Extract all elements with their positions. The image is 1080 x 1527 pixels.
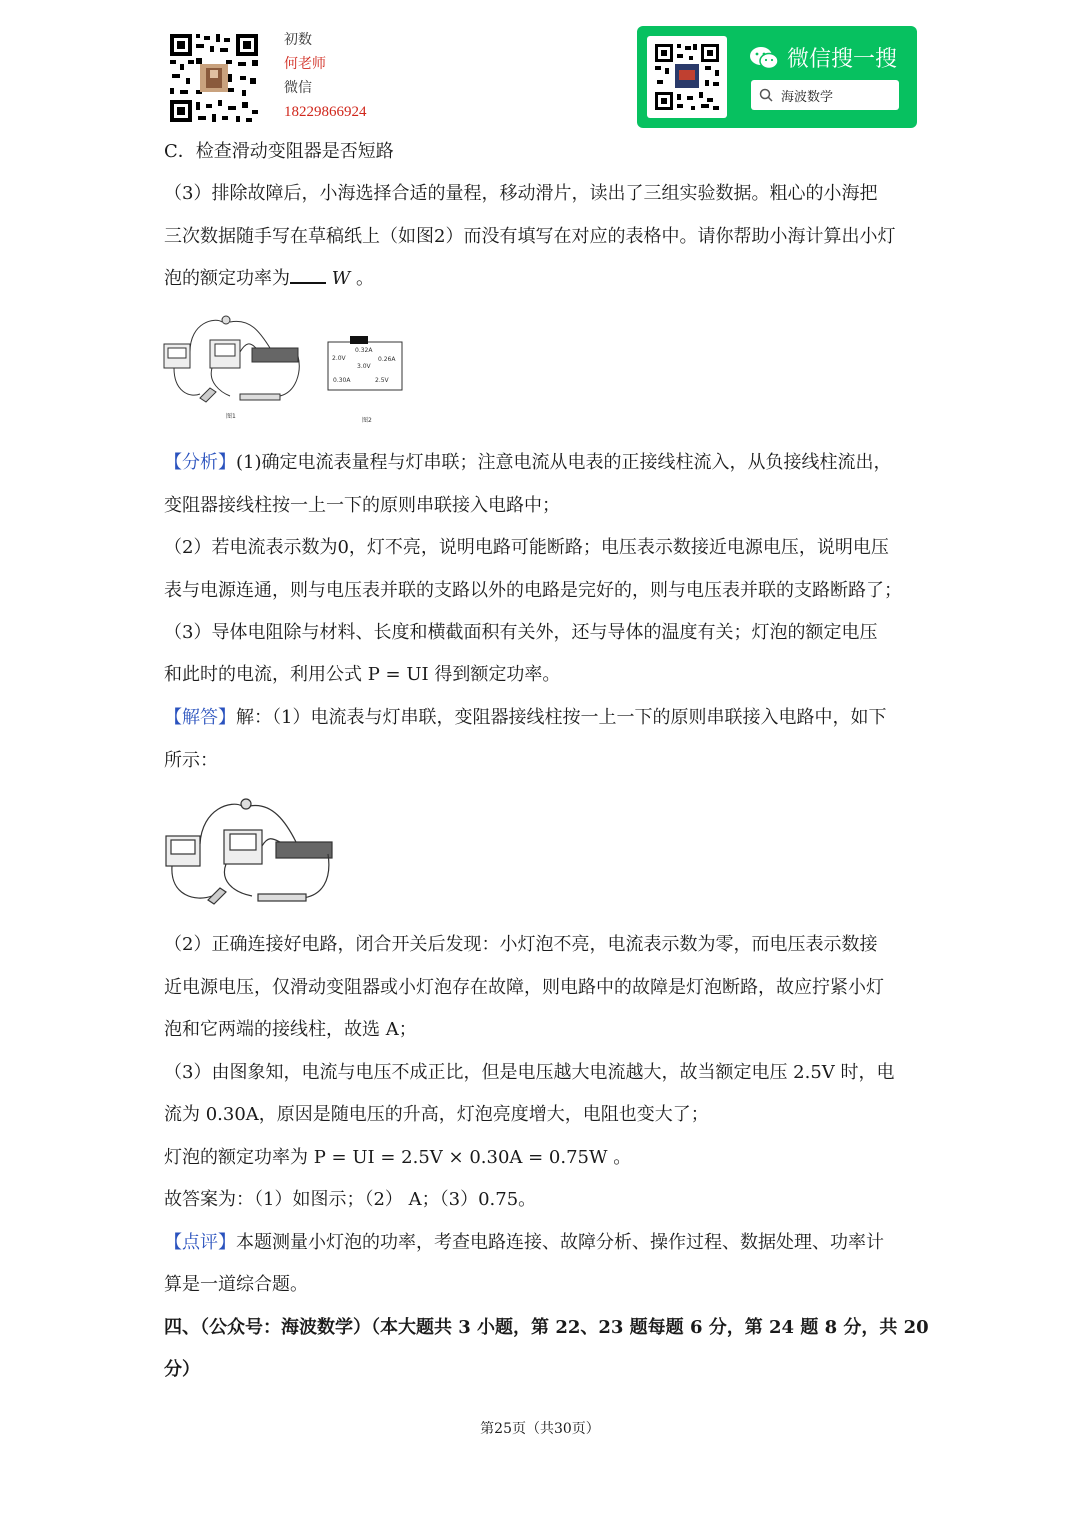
q3-unit: W (331, 268, 351, 289)
analysis-tag: 【分析】 (164, 452, 236, 473)
section-heading-line-2: 分） (164, 1359, 200, 1380)
q3-line-3 (164, 266, 374, 292)
analysis-line-5: （3）导体电阻除与材料、长度和横截面积有关外，还与导体的温度有关；灯泡的额定电压 (164, 622, 878, 643)
circuit-figure-solution (162, 796, 338, 910)
answer-line-8: 灯泡的额定功率为 P = UI = 2.5V × 0.30A = 0.75W 。 (164, 1147, 632, 1168)
search-icon (759, 88, 773, 102)
answer-blank (290, 270, 326, 284)
qr-code-left (166, 30, 262, 126)
q3-line-2: 三次数据随手写在草稿纸上（如图2）而没有填写在对应的表格中。请你帮助小海计算出小灯 (164, 226, 896, 247)
answer-line-6: （3）由图象知，电流与电压不成正比，但是电压越大电流越大，故当额定电压 2.5V 时，电 (164, 1062, 895, 1083)
figures-1-2 (160, 312, 410, 430)
fig2-caption: 图2 (362, 417, 372, 424)
fig1-caption: 图1 (226, 413, 236, 420)
answer-line-4: 近电源电压，仅滑动变阻器或小灯泡存在故障，则电路中的故障是灯泡断路，故应拧紧小灯 (164, 977, 884, 998)
wechat-qr-code (647, 36, 727, 118)
fig2-value-3: 0.26A (378, 356, 396, 363)
analysis-line-6: 和此时的电流，利用公式 P = UI 得到额定功率。 (164, 664, 561, 685)
answer-line-1 (164, 705, 886, 731)
fig2-value-1: 0.32A (355, 347, 373, 354)
q3-line-3-prefix: 泡的额定功率为 (164, 268, 290, 289)
qr-code-image (166, 30, 262, 126)
fig2-value-6: 2.5V (375, 377, 389, 384)
comment-line-2: 算是一道综合题。 (164, 1274, 308, 1295)
analysis-text-1: (1)确定电流表量程与灯串联；注意电流从电表的正接线柱流入，从负接线柱流出， (236, 452, 892, 473)
analysis-line-1 (164, 450, 892, 476)
wechat-search-box[interactable] (751, 80, 899, 110)
contact-line-wechat: 微信 (284, 80, 312, 96)
answer-line-3: （2）正确连接好电路，闭合开关后发现：小灯泡不亮，电流表示数为零，而电压表示数接 (164, 934, 878, 955)
wechat-search-banner (637, 26, 917, 128)
contact-phone: 18229866924 (284, 104, 367, 120)
analysis-line-2: 变阻器接线柱按一上一下的原则串联接入电路中； (164, 495, 560, 516)
contact-info (284, 28, 367, 124)
contact-line-1: 初数 (284, 32, 312, 48)
fig2-value-4: 3.0V (357, 363, 371, 370)
wechat-brand-label: 微信搜一搜 (787, 47, 898, 72)
q3-line-1: （3）排除故障后，小海选择合适的量程，移动滑片，读出了三组实验数据。粗心的小海把 (164, 183, 878, 204)
wechat-logo-icon (749, 45, 779, 71)
analysis-line-4: 表与电源连通，则与电压表并联的支路以外的电路是完好的，则与电压表并联的支路断路了； (164, 580, 902, 601)
data-figure-2 (328, 336, 402, 390)
section-heading-line-1: 四、（公众号：海波数学）（本大题共 3 小题，第 22、23 题每题 6 分，第 24 题 8 分，共 20 (164, 1317, 929, 1338)
circuit-figure-1 (164, 316, 299, 402)
analysis-line-3: （2）若电流表示数为0，灯不亮，说明电路可能断路；电压表示数接近电源电压，说明电压 (164, 537, 889, 558)
contact-teacher-name: 何老师 (284, 56, 326, 72)
option-c: C．检查滑动变阻器是否短路 (164, 141, 394, 162)
answer-line-2: 所示： (164, 750, 218, 771)
comment-tag: 【点评】 (164, 1232, 236, 1253)
page-number: 第25页（共30页） (480, 1421, 600, 1437)
wechat-brand (749, 42, 897, 73)
fig2-value-5: 0.30A (333, 377, 351, 384)
answer-line-9: 故答案为：（1）如图示；（2） A；（3）0.75。 (164, 1189, 537, 1210)
fig2-value-2: 2.0V (332, 355, 346, 362)
comment-text-1: 本题测量小灯泡的功率，考查电路连接、故障分析、操作过程、数据处理、功率计 (236, 1232, 884, 1253)
answer-text-1: 解：（1）电流表与灯串联，变阻器接线柱按一上一下的原则串联接入电路中，如下 (236, 707, 887, 728)
answer-line-5: 泡和它两端的接线柱，故选 A； (164, 1019, 417, 1040)
comment-line-1 (164, 1230, 884, 1256)
answer-tag: 【解答】 (164, 707, 236, 728)
answer-line-7: 流为 0.30A，原因是随电压的升高，灯泡亮度增大，电阻也变大了； (164, 1104, 709, 1125)
wechat-search-text: 海波数学 (781, 89, 834, 105)
q3-line-3-suffix: 。 (355, 268, 374, 289)
